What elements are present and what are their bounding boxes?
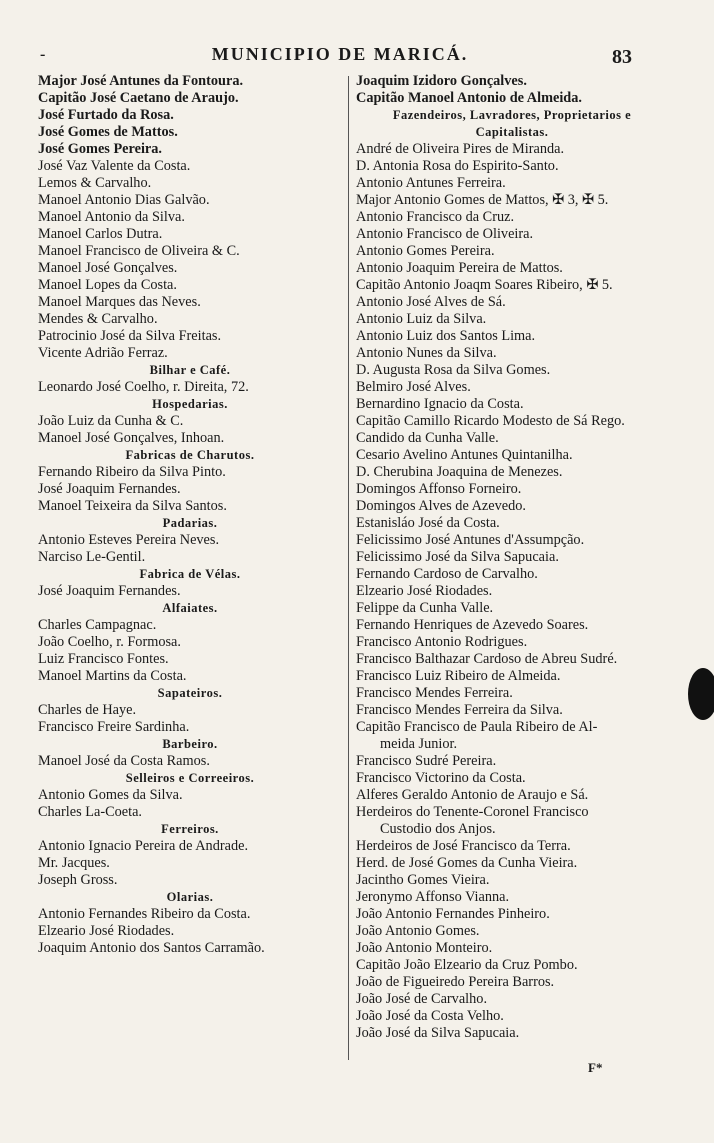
page-title: MUNICIPIO DE MARICÁ.	[211, 44, 469, 64]
section-heading: Selleiros e Correeiros.	[125, 771, 255, 785]
directory-entry: André de Oliveira Pires de Miranda.	[356, 141, 565, 157]
directory-entry: Fernando Cardoso de Carvalho.	[356, 566, 538, 582]
page-number: 83	[612, 46, 632, 68]
directory-entry: José Gomes Pereira.	[38, 141, 162, 157]
directory-entry: Antonio Fernandes Ribeiro da Costa.	[38, 906, 251, 922]
directory-entry: Capitão João Elzeario da Cruz Pombo.	[356, 957, 578, 973]
directory-entry: Lemos & Carvalho.	[38, 175, 152, 191]
directory-entry: Custodio dos Anjos.	[380, 821, 496, 837]
directory-entry: Manoel Carlos Dutra.	[38, 226, 163, 242]
left-column	[38, 73, 342, 957]
directory-entry: D. Augusta Rosa da Silva Gomes.	[356, 362, 551, 378]
section-heading: Bilhar e Café.	[149, 363, 231, 377]
directory-entry: Francisco Victorino da Costa.	[356, 770, 526, 786]
directory-entry: Manoel Francisco de Oliveira & C.	[38, 243, 240, 259]
directory-entry: João José de Carvalho.	[356, 991, 488, 1007]
directory-entry: Herdeiros do Tenente-Coronel Francisco	[356, 804, 589, 820]
directory-entry: João José da Silva Sapucaia.	[356, 1025, 520, 1041]
directory-entry: Francisco Mendes Ferreira.	[356, 685, 513, 701]
section-heading: Olarias.	[166, 890, 214, 904]
column-divider	[348, 76, 349, 1060]
directory-entry: meida Junior.	[380, 736, 458, 752]
directory-entry: Major José Antunes da Fontoura.	[38, 73, 244, 89]
directory-entry: Antonio Francisco de Oliveira.	[356, 226, 534, 242]
directory-entry: Candido da Cunha Valle.	[356, 430, 499, 446]
directory-entry: Felippe da Cunha Valle.	[356, 600, 494, 616]
directory-entry: Manoel Martins da Costa.	[38, 668, 187, 684]
directory-entry: Domingos Alves de Azevedo.	[356, 498, 526, 514]
directory-entry: Francisco Luiz Ribeiro de Almeida.	[356, 668, 561, 684]
directory-entry: José Vaz Valente da Costa.	[38, 158, 191, 174]
directory-entry: João Antonio Monteiro.	[356, 940, 493, 956]
directory-entry: Antonio Joaquim Pereira de Mattos.	[356, 260, 563, 276]
section-heading: Ferreiros.	[161, 822, 219, 836]
directory-entry: Francisco Mendes Ferreira da Silva.	[356, 702, 563, 718]
directory-entry: Manoel Antonio da Silva.	[38, 209, 185, 225]
directory-entry: Manoel Marques das Neves.	[38, 294, 201, 310]
directory-entry: Felicissimo José da Silva Sapucaia.	[356, 549, 559, 565]
directory-entry: Cesario Avelino Antunes Quintanilha.	[356, 447, 573, 463]
directory-entry: João Antonio Fernandes Pinheiro.	[356, 906, 550, 922]
directory-entry: José Furtado da Rosa.	[38, 107, 174, 123]
signature-mark: F*	[588, 1060, 603, 1075]
directory-entry: João Coelho, r. Formosa.	[38, 634, 181, 650]
directory-entry: Antonio José Alves de Sá.	[356, 294, 506, 310]
section-heading: Hospedarias.	[152, 397, 228, 411]
directory-entry: Luiz Francisco Fontes.	[38, 651, 169, 667]
section-heading: Sapateiros.	[157, 686, 223, 700]
directory-entry: Francisco Sudré Pereira.	[356, 753, 497, 769]
directory-entry: Capitão Francisco de Paula Ribeiro de Al-	[356, 719, 598, 735]
page-header	[0, 44, 714, 74]
directory-entry: Mr. Jacques.	[38, 855, 110, 871]
section-heading: Padarias.	[162, 516, 218, 530]
directory-entry: Antonio Ignacio Pereira de Andrade.	[38, 838, 249, 854]
directory-entry: João Luiz da Cunha & C.	[38, 413, 184, 429]
directory-entry: Antonio Francisco da Cruz.	[356, 209, 515, 225]
ink-blot	[688, 668, 714, 720]
directory-entry: Bernardino Ignacio da Costa.	[356, 396, 524, 412]
directory-entry: Joaquim Izidoro Gonçalves.	[356, 73, 527, 89]
header-dash: -	[40, 46, 46, 63]
directory-entry: Major Antonio Gomes de Mattos, ✠ 3, ✠ 5.	[356, 192, 609, 208]
directory-entry: José Joaquim Fernandes.	[38, 583, 181, 599]
directory-entry: Jacintho Gomes Vieira.	[356, 872, 490, 888]
directory-entry: Antonio Nunes da Silva.	[356, 345, 497, 361]
section-heading: Barbeiro.	[162, 737, 218, 751]
directory-entry: D. Antonia Rosa do Espirito-Santo.	[356, 158, 559, 174]
directory-entry: Estanisláo José da Costa.	[356, 515, 500, 531]
directory-entry: Elzeario José Riodades.	[356, 583, 493, 599]
directory-entry: Narciso Le-Gentil.	[38, 549, 146, 565]
directory-entry: Antonio Luiz da Silva.	[356, 311, 487, 327]
right-column	[356, 73, 668, 1042]
directory-entry: Leonardo José Coelho, r. Direita, 72.	[38, 379, 249, 395]
directory-entry: Joseph Gross.	[38, 872, 118, 888]
directory-entry: Capitão Manoel Antonio de Almeida.	[356, 90, 582, 106]
directory-entry: Manoel Teixeira da Silva Santos.	[38, 498, 227, 514]
directory-entry: Antonio Esteves Pereira Neves.	[38, 532, 220, 548]
directory-entry: Capitão Antonio Joaqm Soares Ribeiro, ✠ 5.	[356, 277, 613, 293]
directory-entry: José Joaquim Fernandes.	[38, 481, 181, 497]
directory-entry: Charles Campagnac.	[38, 617, 157, 633]
directory-entry: Charles de Haye.	[38, 702, 137, 718]
directory-entry: Alferes Geraldo Antonio de Araujo e Sá.	[356, 787, 589, 803]
directory-entry: Antonio Gomes da Silva.	[38, 787, 183, 803]
directory-entry: Jeronymo Affonso Vianna.	[356, 889, 510, 905]
directory-entry: Herd. de José Gomes da Cunha Vieira.	[356, 855, 578, 871]
directory-entry: Antonio Gomes Pereira.	[356, 243, 495, 259]
directory-entry: Antonio Antunes Ferreira.	[356, 175, 506, 191]
directory-entry: Mendes & Carvalho.	[38, 311, 158, 327]
directory-entry: Manoel José Gonçalves.	[38, 260, 178, 276]
directory-entry: Manoel Lopes da Costa.	[38, 277, 177, 293]
directory-entry: Domingos Affonso Forneiro.	[356, 481, 522, 497]
directory-entry: Francisco Antonio Rodrigues.	[356, 634, 528, 650]
directory-entry: Manoel José da Costa Ramos.	[38, 753, 210, 769]
directory-entry: Herdeiros de José Francisco da Terra.	[356, 838, 571, 854]
directory-entry: Capitão José Caetano de Araujo.	[38, 90, 239, 106]
directory-entry: José Gomes de Mattos.	[38, 124, 178, 140]
directory-entry: Manoel Antonio Dias Galvão.	[38, 192, 210, 208]
directory-entry: João de Figueiredo Pereira Barros.	[356, 974, 555, 990]
section-heading: Alfaiates.	[162, 601, 218, 615]
directory-entry: Joaquim Antonio dos Santos Carramão.	[38, 940, 265, 956]
directory-entry: Elzeario José Riodades.	[38, 923, 175, 939]
directory-entry: João José da Costa Velho.	[356, 1008, 504, 1024]
directory-entry: D. Cherubina Joaquina de Menezes.	[356, 464, 563, 480]
directory-entry: Patrocinio José da Silva Freitas.	[38, 328, 222, 344]
directory-entry: João Antonio Gomes.	[356, 923, 480, 939]
directory-entry: Francisco Balthazar Cardoso de Abreu Sudré.	[356, 651, 618, 667]
directory-entry: Antonio Luiz dos Santos Lima.	[356, 328, 536, 344]
section-heading: Fabricas de Charutos.	[125, 448, 255, 462]
directory-entry: Belmiro José Alves.	[356, 379, 471, 395]
directory-entry: Fernando Henriques de Azevedo Soares.	[356, 617, 589, 633]
directory-entry: Vicente Adrião Ferraz.	[38, 345, 168, 361]
directory-entry: Felicissimo José Antunes d'Assumpção.	[356, 532, 585, 548]
directory-entry: Capitão Camillo Ricardo Modesto de Sá Rego.	[356, 413, 625, 429]
section-heading: Fazendeiros, Lavradores, Proprietarios e Capitalistas.	[392, 108, 632, 139]
directory-entry: Manoel José Gonçalves, Inhoan.	[38, 430, 225, 446]
directory-entry: Charles La-Coeta.	[38, 804, 143, 820]
directory-entry: Francisco Freire Sardinha.	[38, 719, 190, 735]
directory-entry: Fernando Ribeiro da Silva Pinto.	[38, 464, 226, 480]
section-heading: Fabrica de Vélas.	[139, 567, 241, 581]
